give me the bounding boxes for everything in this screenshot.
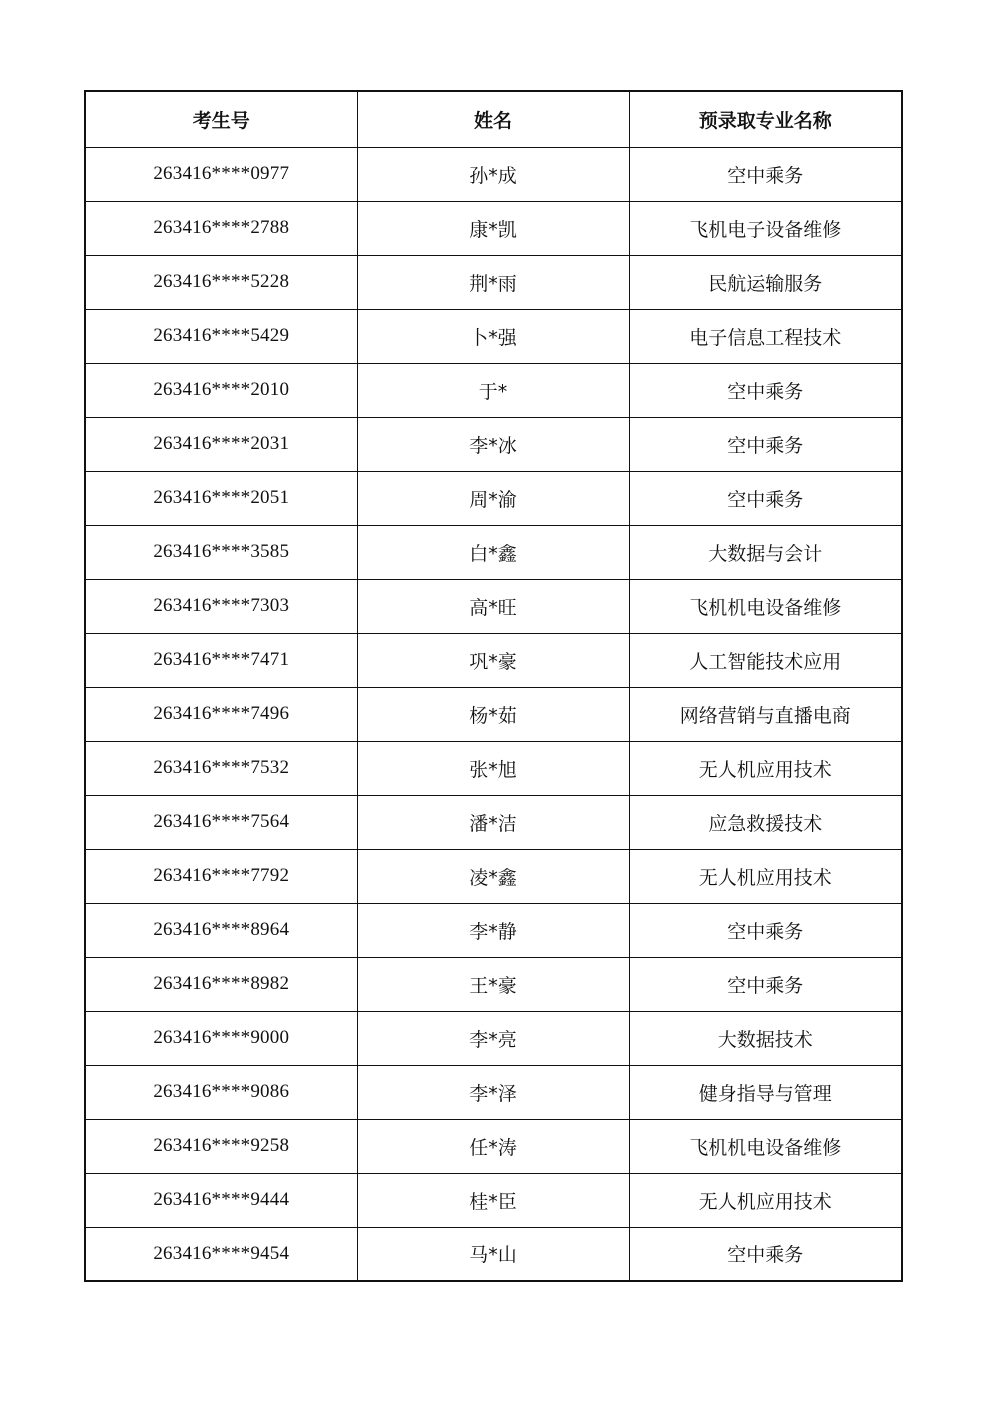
exam-id-cell: 263416****2788 — [85, 201, 357, 255]
student-name-cell: 李*冰 — [357, 417, 629, 471]
table-row — [85, 363, 902, 417]
student-name-cell: 杨*茹 — [357, 687, 629, 741]
exam-id-cell: 263416****2010 — [85, 363, 357, 417]
major-cell: 人工智能技术应用 — [629, 633, 902, 687]
major-cell: 电子信息工程技术 — [629, 309, 902, 363]
major-cell: 应急救援技术 — [629, 795, 902, 849]
major-cell: 无人机应用技术 — [629, 849, 902, 903]
major-cell: 飞机机电设备维修 — [629, 1119, 902, 1173]
table-row — [85, 795, 902, 849]
table-row — [85, 957, 902, 1011]
table-row — [85, 1119, 902, 1173]
major-cell: 健身指导与管理 — [629, 1065, 902, 1119]
student-name-cell: 李*静 — [357, 903, 629, 957]
major-cell: 空中乘务 — [629, 417, 902, 471]
student-name-cell: 桂*臣 — [357, 1173, 629, 1227]
major-cell: 空中乘务 — [629, 147, 902, 201]
major-cell: 网络营销与直播电商 — [629, 687, 902, 741]
table-row — [85, 579, 902, 633]
major-cell: 空中乘务 — [629, 1227, 902, 1281]
exam-id-cell: 263416****9444 — [85, 1173, 357, 1227]
header-row — [85, 91, 902, 147]
table-row — [85, 255, 902, 309]
exam-id-cell: 263416****9258 — [85, 1119, 357, 1173]
header-name: 姓名 — [357, 91, 629, 147]
exam-id-cell: 263416****7496 — [85, 687, 357, 741]
major-cell: 飞机机电设备维修 — [629, 579, 902, 633]
major-cell: 空中乘务 — [629, 471, 902, 525]
table-row — [85, 687, 902, 741]
table-row — [85, 417, 902, 471]
major-cell: 飞机电子设备维修 — [629, 201, 902, 255]
major-cell: 空中乘务 — [629, 957, 902, 1011]
table-row — [85, 309, 902, 363]
major-cell: 空中乘务 — [629, 903, 902, 957]
student-name-cell: 凌*鑫 — [357, 849, 629, 903]
major-cell: 无人机应用技术 — [629, 741, 902, 795]
student-name-cell: 张*旭 — [357, 741, 629, 795]
exam-id-cell: 263416****0977 — [85, 147, 357, 201]
table-row — [85, 1173, 902, 1227]
header-exam-id: 考生号 — [85, 91, 357, 147]
student-name-cell: 巩*豪 — [357, 633, 629, 687]
exam-id-cell: 263416****5228 — [85, 255, 357, 309]
major-cell: 空中乘务 — [629, 363, 902, 417]
table-row — [85, 471, 902, 525]
exam-id-cell: 263416****3585 — [85, 525, 357, 579]
exam-id-cell: 263416****5429 — [85, 309, 357, 363]
student-name-cell: 李*泽 — [357, 1065, 629, 1119]
table-row — [85, 741, 902, 795]
student-name-cell: 孙*成 — [357, 147, 629, 201]
major-cell: 大数据与会计 — [629, 525, 902, 579]
exam-id-cell: 263416****2051 — [85, 471, 357, 525]
exam-id-cell: 263416****7792 — [85, 849, 357, 903]
table-row — [85, 201, 902, 255]
table-row — [85, 1227, 902, 1281]
table-row — [85, 849, 902, 903]
table-row — [85, 525, 902, 579]
header-major: 预录取专业名称 — [629, 91, 902, 147]
student-name-cell: 荆*雨 — [357, 255, 629, 309]
exam-id-cell: 263416****9000 — [85, 1011, 357, 1065]
table-row — [85, 147, 902, 201]
major-cell: 无人机应用技术 — [629, 1173, 902, 1227]
table-row — [85, 903, 902, 957]
table-row — [85, 1011, 902, 1065]
student-name-cell: 周*渝 — [357, 471, 629, 525]
exam-id-cell: 263416****7564 — [85, 795, 357, 849]
student-name-cell: 潘*洁 — [357, 795, 629, 849]
student-name-cell: 康*凯 — [357, 201, 629, 255]
table-body — [85, 147, 902, 1281]
exam-id-cell: 263416****9086 — [85, 1065, 357, 1119]
major-cell: 民航运输服务 — [629, 255, 902, 309]
student-name-cell: 于* — [357, 363, 629, 417]
student-name-cell: 马*山 — [357, 1227, 629, 1281]
exam-id-cell: 263416****2031 — [85, 417, 357, 471]
exam-id-cell: 263416****7471 — [85, 633, 357, 687]
exam-id-cell: 263416****7303 — [85, 579, 357, 633]
exam-id-cell: 263416****9454 — [85, 1227, 357, 1281]
exam-id-cell: 263416****7532 — [85, 741, 357, 795]
major-cell: 大数据技术 — [629, 1011, 902, 1065]
student-name-cell: 王*豪 — [357, 957, 629, 1011]
exam-id-cell: 263416****8964 — [85, 903, 357, 957]
student-name-cell: 李*亮 — [357, 1011, 629, 1065]
exam-id-cell: 263416****8982 — [85, 957, 357, 1011]
table-row — [85, 633, 902, 687]
admission-list-page — [84, 90, 901, 1282]
admission-table — [84, 90, 903, 1282]
table-row — [85, 1065, 902, 1119]
student-name-cell: 白*鑫 — [357, 525, 629, 579]
student-name-cell: 卜*强 — [357, 309, 629, 363]
student-name-cell: 任*涛 — [357, 1119, 629, 1173]
student-name-cell: 高*旺 — [357, 579, 629, 633]
